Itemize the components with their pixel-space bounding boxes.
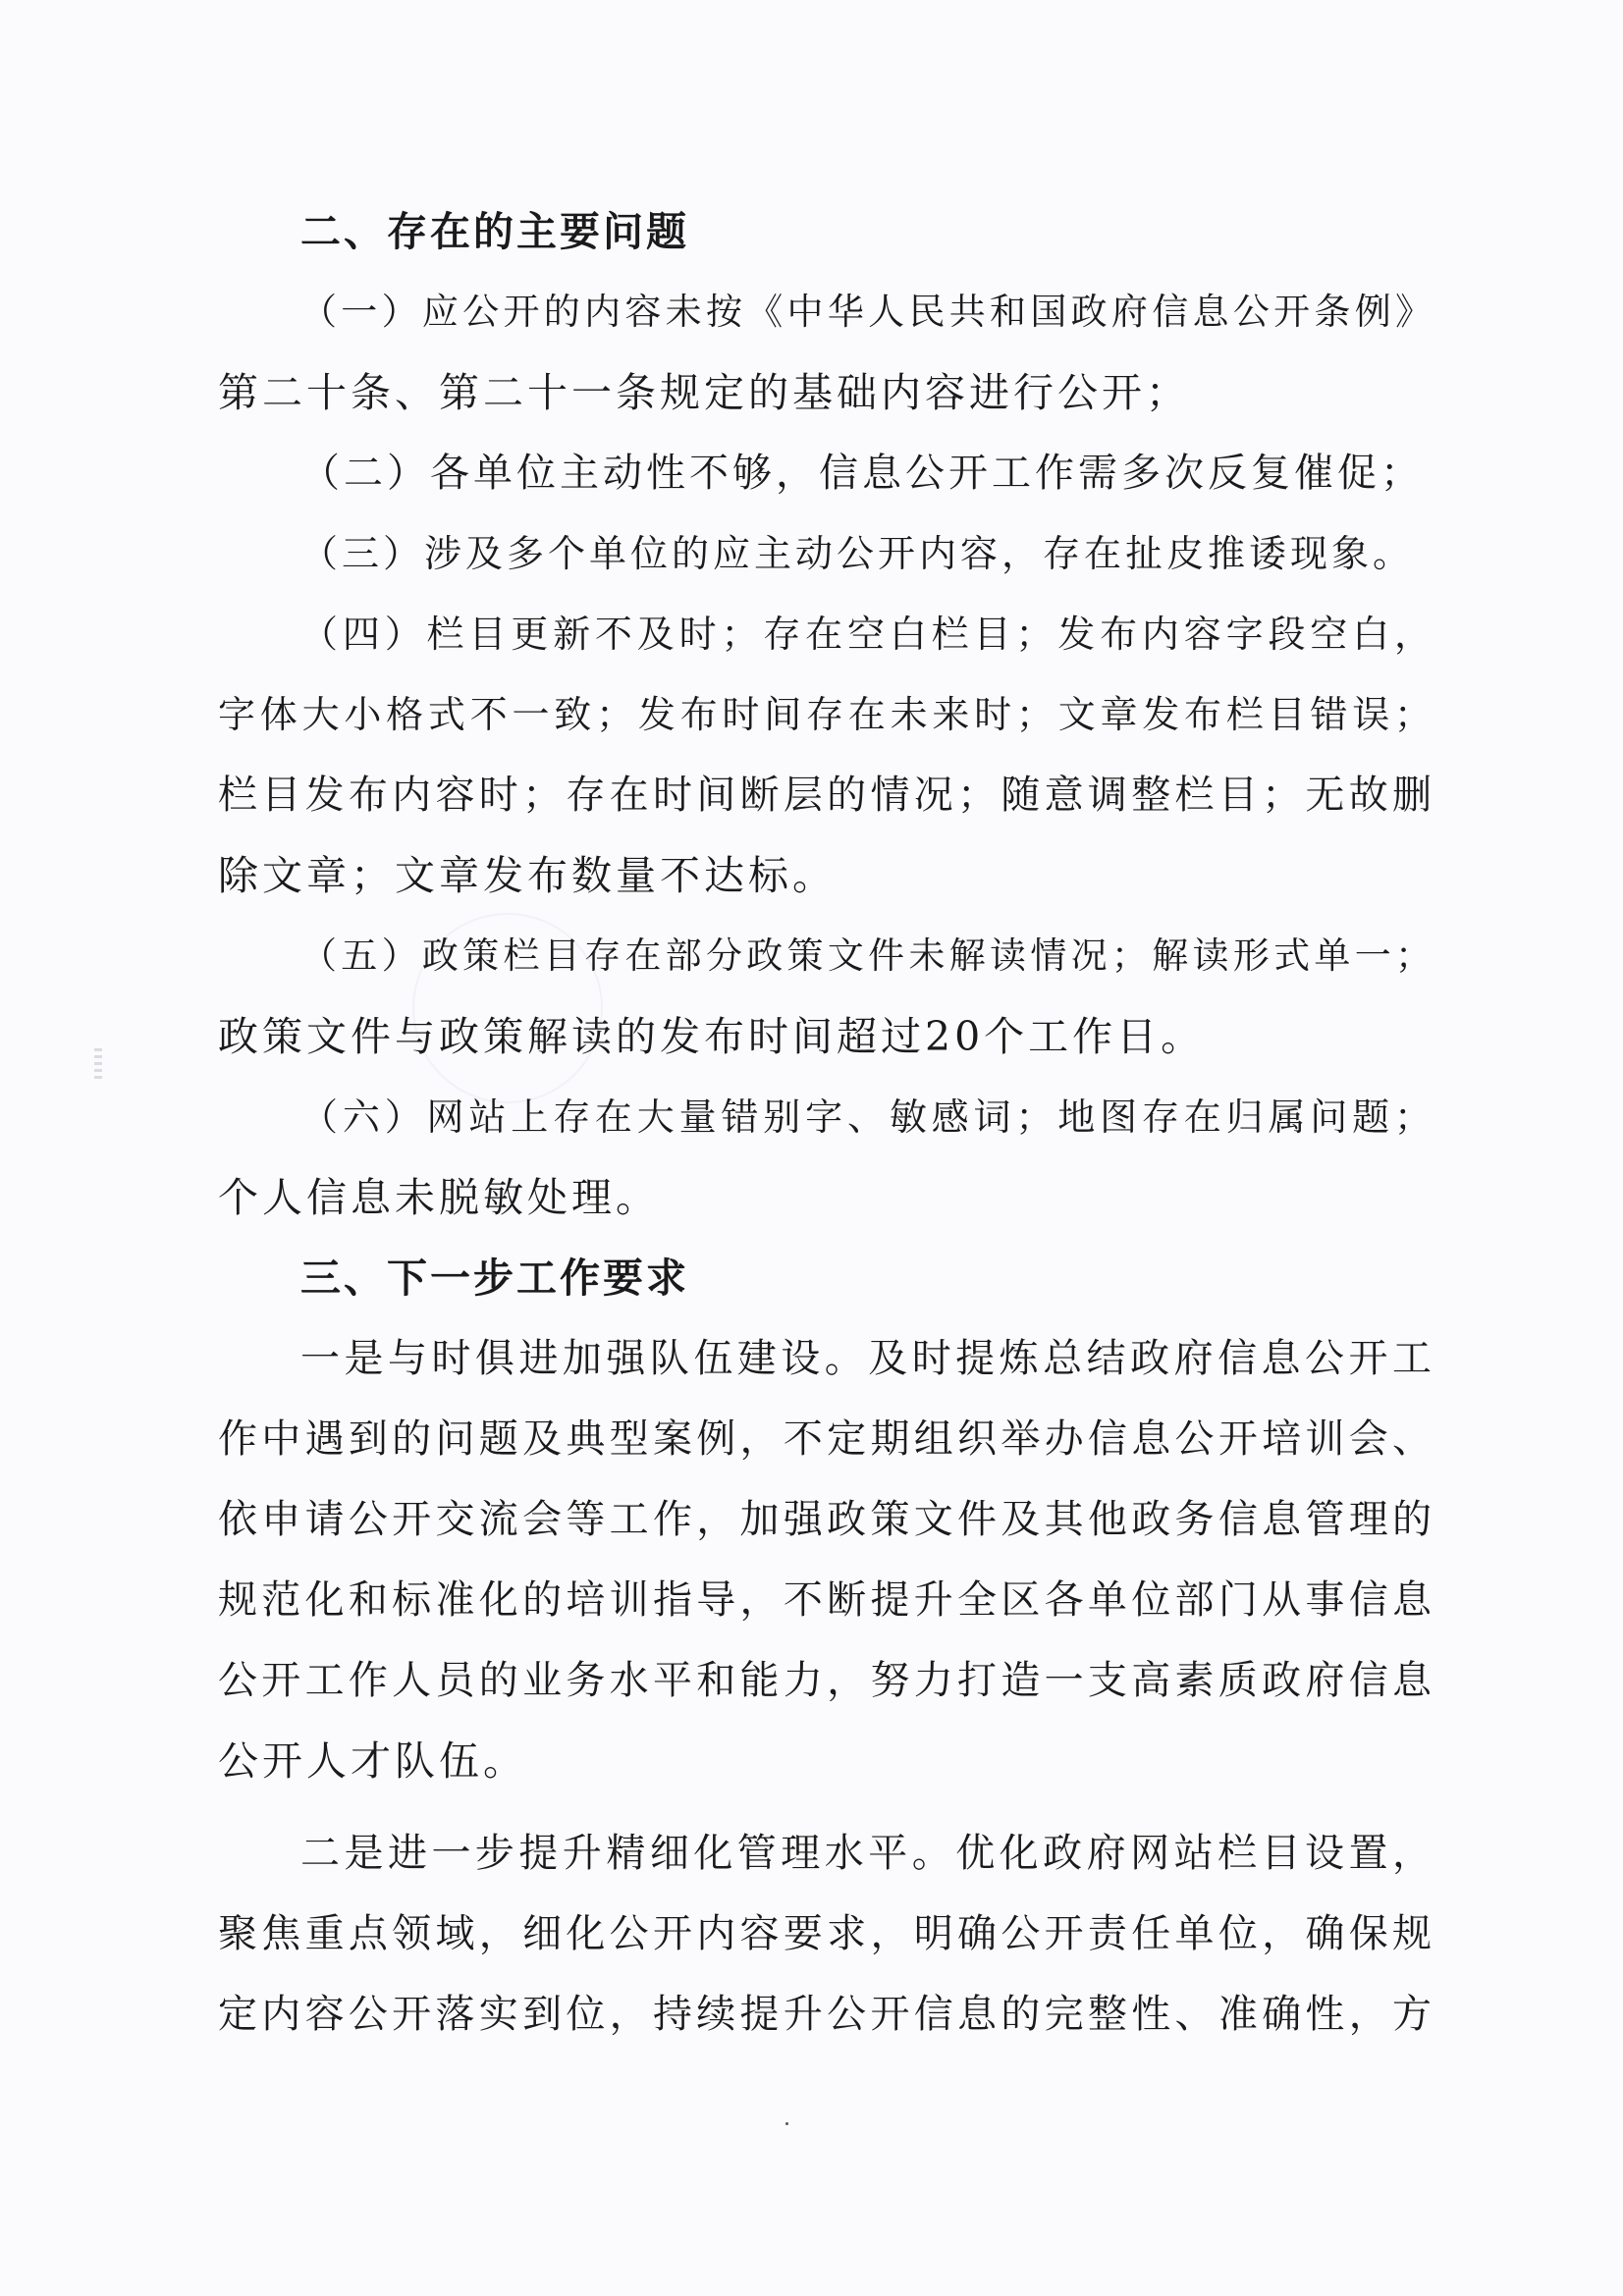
paragraph-line: 字体大小格式不一致；发布时间存在未来时；文章发布栏目错误； bbox=[218, 693, 1435, 736]
section-heading-next-steps: 三、下一步工作要求 bbox=[300, 1255, 689, 1302]
scan-artifact bbox=[94, 1048, 102, 1082]
section-heading-problems: 二、存在的主要问题 bbox=[300, 208, 689, 255]
paragraph-line: 除文章；文章发布数量不达标。 bbox=[218, 852, 837, 899]
paragraph-line: （四）栏目更新不及时；存在空白栏目；发布内容字段空白， bbox=[300, 613, 1435, 656]
paragraph-line: 规范化和标准化的培训指导，不断提升全区各单位部门从事信息 bbox=[218, 1577, 1435, 1623]
paragraph-line: 个人信息未脱敏处理。 bbox=[218, 1174, 660, 1221]
paragraph-line: 作中遇到的问题及典型案例，不定期组织举办信息公开培训会、 bbox=[218, 1416, 1435, 1462]
scan-dot bbox=[785, 2122, 788, 2125]
paragraph-line: 聚焦重点领域，细化公开内容要求，明确公开责任单位，确保规 bbox=[218, 1911, 1435, 1956]
paragraph-line: 栏目发布内容时；存在时间断层的情况；随意调整栏目；无故删 bbox=[218, 773, 1435, 818]
paragraph-line: 二是进一步提升精细化管理水平。优化政府网站栏目设置， bbox=[300, 1831, 1435, 1876]
paragraph-line: （一）应公开的内容未按《中华人民共和国政府信息公开条例》 bbox=[300, 291, 1435, 333]
paragraph-line: （六）网站上存在大量错别字、敏感词；地图存在归属问题； bbox=[300, 1095, 1435, 1139]
paragraph-line: （三）涉及多个单位的应主动公开内容，存在扯皮推诿现象。 bbox=[300, 532, 1415, 575]
paragraph-line: 公开人才队伍。 bbox=[218, 1737, 527, 1785]
paragraph-line: 政策文件与政策解读的发布时间超过20个工作日。 bbox=[218, 1013, 1206, 1060]
paragraph-line: （二）各单位主动性不够，信息公开工作需多次反复催促； bbox=[300, 451, 1424, 496]
paragraph-line: 定内容公开落实到位，持续提升公开信息的完整性、准确性，方 bbox=[218, 1992, 1435, 2037]
paragraph-line: 公开工作人员的业务水平和能力，努力打造一支高素质政府信息 bbox=[218, 1658, 1435, 1703]
paragraph-line: 依申请公开交流会等工作，加强政策文件及其他政务信息管理的 bbox=[218, 1497, 1435, 1542]
paragraph-line: 第二十条、第二十一条规定的基础内容进行公开； bbox=[218, 369, 1190, 416]
paragraph-line: （五）政策栏目存在部分政策文件未解读情况；解读形式单一； bbox=[300, 934, 1435, 977]
paragraph-line: 一是与时俱进加强队伍建设。及时提炼总结政府信息公开工 bbox=[300, 1336, 1435, 1381]
